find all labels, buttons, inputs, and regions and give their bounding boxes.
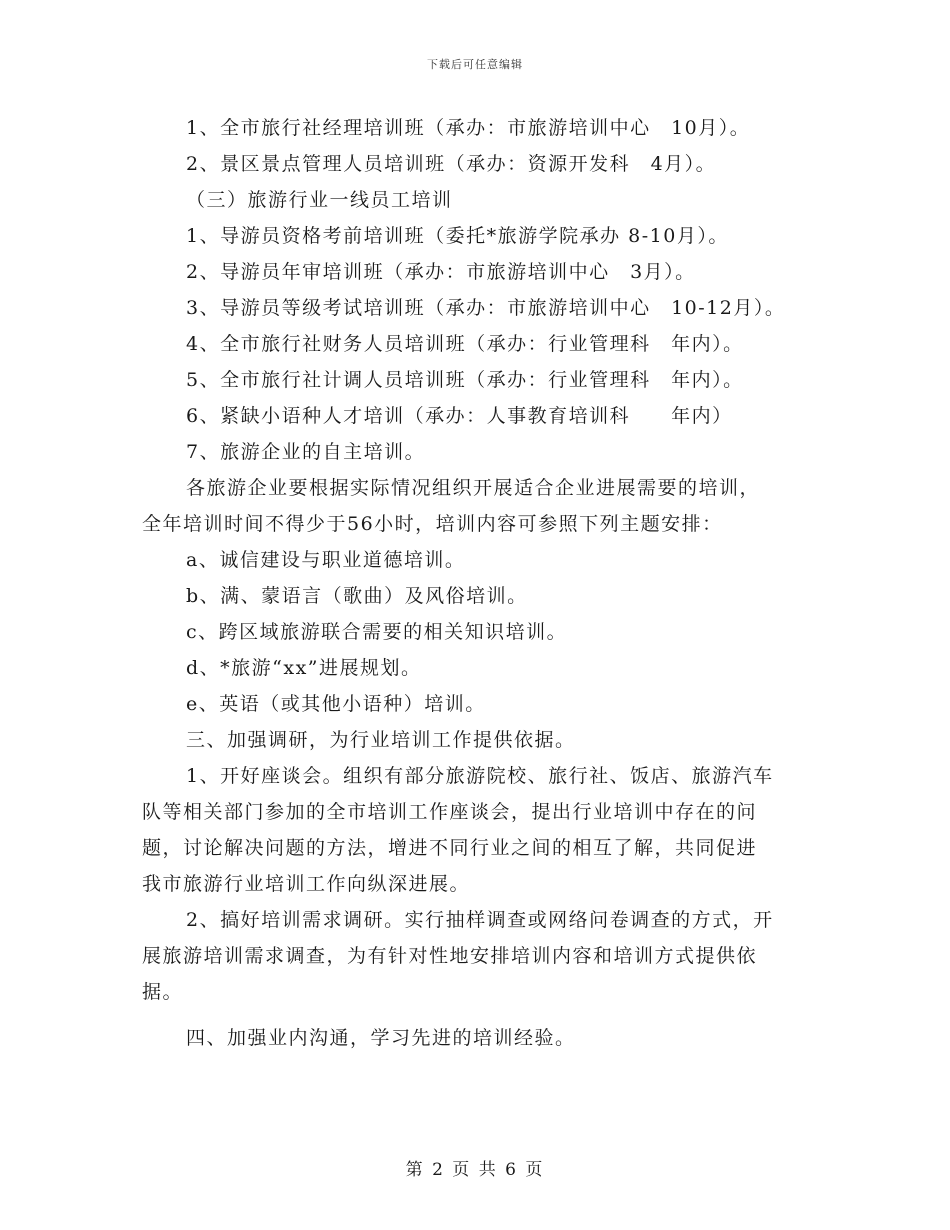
list-item: a、诚信建设与职业道德培训。 (186, 549, 466, 571)
document-body (142, 110, 832, 1056)
paragraph-line: 各旅游企业要根据实际情况组织开展适合企业进展需要的培训， (186, 477, 761, 499)
paragraph-line: 3、导游员等级考试培训班（承办：市旅游培训中心 10-12月）。 (186, 297, 786, 319)
paragraph-line: 4、全市旅行社财务人员培训班（承办：行业管理科 年内）。 (186, 333, 744, 355)
paragraph-line: 2、搞好培训需求调研。实行抽样调查或网络问卷调查的方式，开 (186, 909, 774, 931)
list-item: e、英语（或其他小语种）培训。 (186, 693, 486, 715)
list-item: d、*旅游“xx”进展规划。 (186, 657, 422, 679)
paragraph-line: 2、导游员年审培训班（承办：市旅游培训中心 3月）。 (186, 261, 696, 283)
paragraph-line: 全年培训时间不得少于56小时，培训内容可参照下列主题安排： (142, 513, 723, 535)
list-item: c、跨区域旅游联合需要的相关知识培训。 (186, 621, 568, 643)
paragraph-line: 7、旅游企业的自主培训。 (186, 441, 426, 463)
paragraph-line: 1、开好座谈会。组织有部分旅游院校、旅行社、饭店、旅游汽车 (186, 765, 774, 787)
paragraph-line: 题，讨论解决问题的方法，增进不同行业之间的相互了解，共同促进 (142, 837, 758, 859)
paragraph-line: 5、全市旅行社计调人员培训班（承办：行业管理科 年内）。 (186, 369, 744, 391)
paragraph-line: 6、紧缺小语种人才培训（承办：人事教育培训科 年内） (186, 405, 733, 427)
header-note: 下载后可任意编辑 (427, 58, 523, 71)
paragraph-line: 1、导游员资格考前培训班（委托*旅游学院承办 8-10月）。 (186, 225, 729, 247)
paragraph-line: 2、景区景点管理人员培训班（承办：资源开发科 4月）。 (186, 153, 717, 175)
page-number: 第 2 页 共 6 页 (405, 1160, 545, 1180)
list-item: b、满、蒙语言（歌曲）及风俗培训。 (186, 585, 528, 607)
paragraph-line: 据。 (142, 981, 184, 1003)
paragraph-line: 展旅游培训需求调查，为有针对性地安排培训内容和培训方式提供依 (142, 945, 758, 967)
section-heading: 三、加强调研，为行业培训工作提供依据。 (186, 729, 576, 751)
paragraph-line: 队等相关部门参加的全市培训工作座谈会，提出行业培训中存在的问 (142, 801, 758, 823)
section-heading: （三）旅游行业一线员工培训 (186, 189, 453, 211)
section-heading: 四、加强业内沟通，学习先进的培训经验。 (186, 1027, 576, 1049)
paragraph-line: 1、全市旅行社经理培训班（承办：市旅游培训中心 10月）。 (186, 117, 751, 139)
paragraph-line: 我市旅游行业培训工作向纵深进展。 (142, 873, 471, 895)
